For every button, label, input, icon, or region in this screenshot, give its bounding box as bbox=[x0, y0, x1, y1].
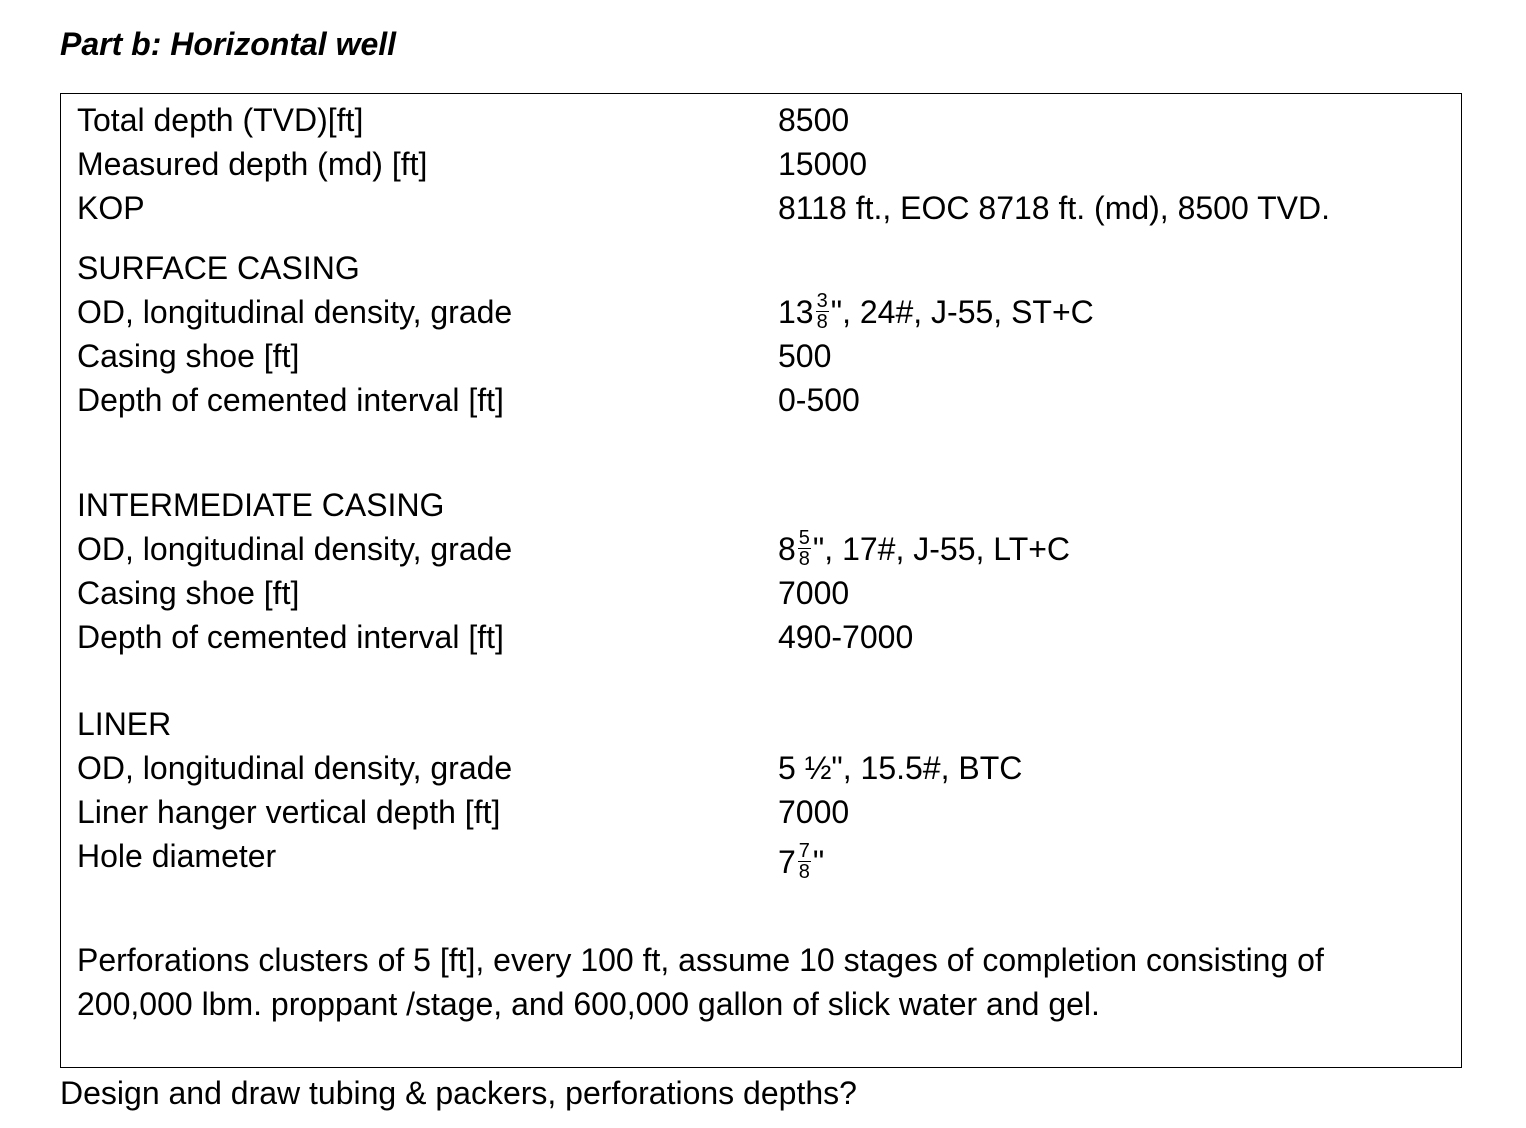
table-row-liner-od bbox=[61, 746, 1461, 790]
surface-od-whole: 13 bbox=[778, 294, 814, 330]
hole-diameter-rest: " bbox=[812, 844, 825, 880]
surface-casing-title: SURFACE CASING bbox=[77, 250, 360, 286]
liner-title: LINER bbox=[77, 706, 172, 742]
intermediate-od-whole: 8 bbox=[778, 531, 796, 567]
intermediate-shoe-value: 7000 bbox=[778, 575, 850, 611]
surface-od-denominator: 8 bbox=[816, 311, 828, 334]
table-row-intermediate-od bbox=[61, 527, 1461, 571]
measured-depth-value: 15000 bbox=[778, 146, 867, 182]
surface-shoe-value: 500 bbox=[778, 338, 832, 374]
table-row-liner-hanger bbox=[61, 790, 1461, 834]
hole-diameter-fraction bbox=[798, 841, 811, 882]
total-depth-value: 8500 bbox=[778, 102, 850, 138]
kop-value: 8118 ft., EOC 8718 ft. (md), 8500 TVD. bbox=[778, 190, 1330, 226]
surface-cement-value: 0-500 bbox=[778, 382, 860, 418]
liner-od-value: 5 ½", 15.5#, BTC bbox=[778, 750, 1023, 786]
intermediate-od-denominator: 8 bbox=[798, 548, 810, 571]
intermediate-cement-value: 490-7000 bbox=[778, 619, 914, 655]
intermediate-casing-section-title-row bbox=[61, 483, 1461, 527]
surface-od-label: OD, longitudinal density, grade bbox=[77, 294, 513, 330]
surface-od-rest: ", 24#, J-55, ST+C bbox=[830, 294, 1094, 330]
intermediate-od-value bbox=[778, 527, 1070, 572]
table-row-measured-depth bbox=[61, 142, 1461, 186]
intermediate-od-fraction bbox=[798, 528, 811, 569]
intermediate-casing-title: INTERMEDIATE CASING bbox=[77, 487, 445, 523]
surface-od-value bbox=[778, 290, 1094, 335]
hole-diameter-label: Hole diameter bbox=[77, 838, 277, 874]
design-question: Design and draw tubing & packers, perforations depths? bbox=[60, 1075, 857, 1111]
table-row-intermediate-cement bbox=[61, 615, 1461, 659]
surface-casing-section-title-row bbox=[61, 246, 1461, 290]
hole-diameter-whole: 7 bbox=[778, 844, 796, 880]
page-title: Part b: Horizontal well bbox=[60, 26, 397, 62]
hole-diameter-value bbox=[778, 840, 824, 885]
measured-depth-label: Measured depth (md) [ft] bbox=[77, 146, 428, 182]
table-row-surface-shoe bbox=[61, 334, 1461, 378]
liner-od-label: OD, longitudinal density, grade bbox=[77, 750, 513, 786]
liner-hanger-value: 7000 bbox=[778, 794, 850, 830]
table-row-surface-od bbox=[61, 290, 1461, 334]
table-row-total-depth bbox=[61, 98, 1461, 142]
intermediate-shoe-label: Casing shoe [ft] bbox=[77, 575, 300, 611]
table-row-intermediate-shoe bbox=[61, 571, 1461, 615]
surface-cement-label: Depth of cemented interval [ft] bbox=[77, 382, 504, 418]
perforations-paragraph: Perforations clusters of 5 [ft], every 100 ft, assume 10 stages of completion consisting of 200,000 lbm. proppant /stage, and 600,000 gallon of slick water and gel. bbox=[77, 942, 1324, 1022]
hole-diameter-denominator: 8 bbox=[798, 861, 810, 884]
intermediate-od-numerator: 5 bbox=[798, 527, 810, 550]
liner-hanger-label: Liner hanger vertical depth [ft] bbox=[77, 794, 501, 830]
intermediate-cement-label: Depth of cemented interval [ft] bbox=[77, 619, 504, 655]
table-row-hole-diameter bbox=[61, 834, 1461, 884]
surface-od-fraction bbox=[816, 291, 829, 332]
surface-shoe-label: Casing shoe [ft] bbox=[77, 338, 300, 374]
table-row-surface-cement bbox=[61, 378, 1461, 422]
total-depth-label: Total depth (TVD)[ft] bbox=[77, 102, 364, 138]
kop-label: KOP bbox=[77, 190, 145, 226]
intermediate-od-label: OD, longitudinal density, grade bbox=[77, 531, 513, 567]
liner-section-title-row bbox=[61, 702, 1461, 746]
intermediate-od-rest: ", 17#, J-55, LT+C bbox=[812, 531, 1071, 567]
well-data-table bbox=[60, 93, 1462, 1068]
hole-diameter-numerator: 7 bbox=[798, 840, 810, 863]
surface-od-numerator: 3 bbox=[816, 290, 828, 313]
table-row-kop bbox=[61, 186, 1461, 230]
